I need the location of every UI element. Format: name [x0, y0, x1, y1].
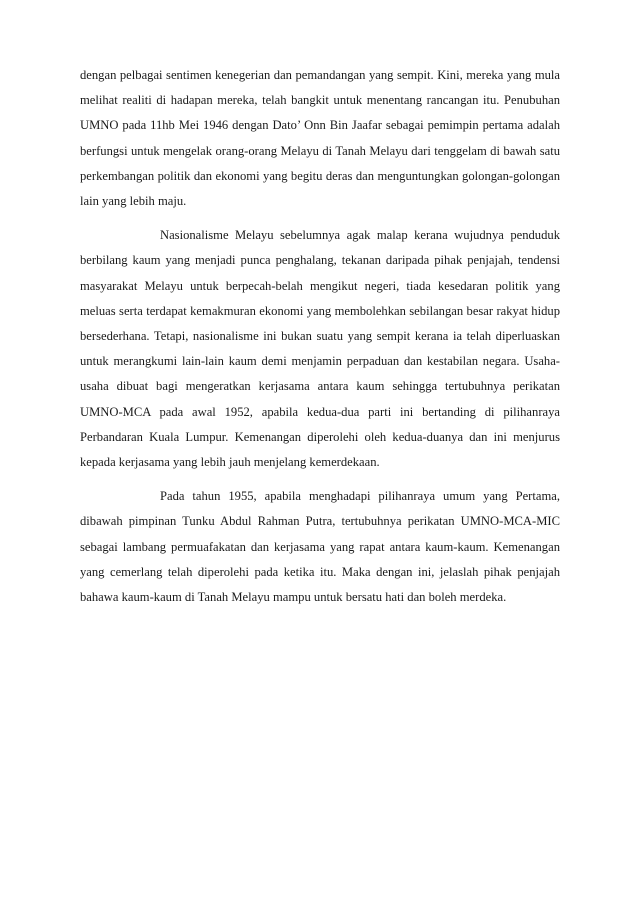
document-page	[80, 63, 560, 619]
paragraph-1: dengan pelbagai sentimen kenegerian dan pemandangan yang sempit. Kini, mereka yang mula melihat realiti di hadapan mereka, telah bangkit untuk menentang rancangan itu. Penubuhan UMNO pada 11hb Mei 1946 dengan Dato’ Onn Bin Jaafar sebagai pemimpin pertama adalah berfungsi untuk mengelak orang-orang Melayu di Tanah Melayu dari tenggelam di bawah satu perkembangan politik dan ekonomi yang begitu deras dan menguntungkan golongan-golongan lain yang lebih maju.	[80, 68, 560, 209]
paragraph-3: Pada tahun 1955, apabila menghadapi pilihanraya umum yang Pertama, dibawah pimpinan Tunku Abdul Rahman Putra, tertubuhnya perikatan UMNO-MCA-MIC sebagai lambang permuafakatan dan kerjasama yang rapat antara kaum-kaum. Kemenangan yang cemerlang telah diperolehi pada ketika itu. Maka dengan ini, jelaslah pihak penjajah bahawa kaum-kaum di Tanah Melayu mampu untuk bersatu hati dan boleh merdeka.	[80, 489, 560, 605]
paragraph-2: Nasionalisme Melayu sebelumnya agak malap kerana wujudnya penduduk berbilang kaum yang menjadi punca penghalang, tekanan daripada pihak penjajah, tendensi masyarakat Melayu untuk berpecah-belah mengikut negeri, tiada kesedaran politik yang meluas serta terdapat kemakmuran ekonomi yang membolehkan sebilangan besar rakyat hidup bersederhana. Tetapi, nasionalisme ini bukan suatu yang sempit kerana ia telah diperluaskan untuk merangkumi lain-lain kaum demi menjamin perpaduan dan kestabilan negara. Usaha-usaha dibuat bagi mengeratkan kerjasama antara kaum sehingga tertubuhnya perikatan UMNO-MCA pada awal 1952, apabila kedua-dua parti ini bertanding di pilihanraya Perbandaran Kuala Lumpur. Kemenangan diperolehi oleh kedua-duanya dan ini menjurus kepada kerjasama yang lebih jauh menjelang kemerdekaan.	[80, 228, 560, 470]
